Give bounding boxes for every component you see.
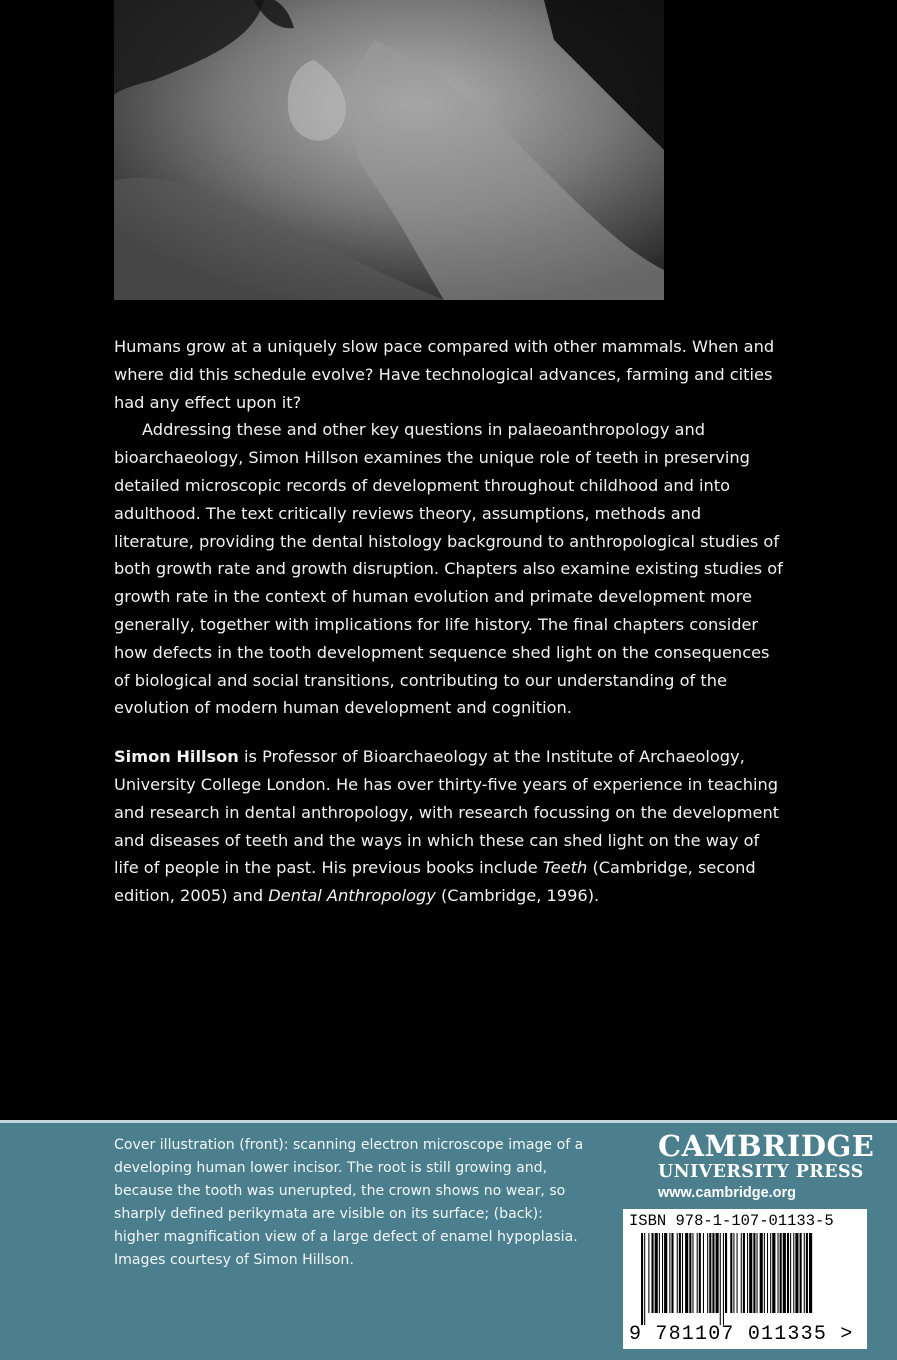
barcode-bar <box>737 1233 738 1313</box>
publisher-name: CAMBRIDGE <box>658 1129 875 1163</box>
barcode-bar <box>671 1233 673 1313</box>
barcode-bar <box>725 1233 727 1313</box>
barcode-bar <box>685 1233 688 1313</box>
cover-sem-image <box>114 0 664 300</box>
barcode-bar <box>764 1233 765 1313</box>
publisher-url: www.cambridge.org <box>658 1185 797 1201</box>
barcode-bar <box>800 1233 802 1313</box>
blurb-paragraph-1: Humans grow at a uniquely slow pace compared with other mammals. When and where did this schedule evolve? Have technological advances, farming and cities had any effect upon it? <box>114 337 775 412</box>
barcode-bar <box>692 1233 693 1313</box>
barcode-bar <box>753 1233 755 1313</box>
barcode-bar <box>652 1233 654 1313</box>
barcode-bar <box>809 1233 812 1313</box>
barcode-bar <box>790 1233 791 1313</box>
barcode-bar <box>679 1233 681 1313</box>
sem-texture <box>114 0 664 300</box>
barcode-bar <box>760 1233 763 1313</box>
barcode-bar <box>741 1233 742 1313</box>
barcode-bar <box>707 1233 708 1313</box>
barcode-bar <box>804 1233 805 1313</box>
barcode-bar <box>697 1233 698 1313</box>
barcode-bar <box>749 1233 752 1313</box>
barcode-bar <box>709 1233 711 1313</box>
author-bio <box>114 743 786 910</box>
barcode-bar <box>793 1233 794 1313</box>
barcode-bar <box>644 1233 645 1325</box>
barcode-bar <box>733 1233 734 1313</box>
isbn-barcode <box>623 1209 867 1349</box>
barcode-bar <box>780 1233 782 1313</box>
barcode-bar <box>747 1233 748 1313</box>
barcode-bar <box>783 1233 786 1313</box>
barcode-bar <box>689 1233 691 1313</box>
barcode-bar <box>787 1233 789 1313</box>
barcode-bar <box>641 1233 643 1325</box>
author-bio-text-2: (Cambridge, second edition, 2005) and <box>114 858 756 906</box>
barcode-bar <box>682 1233 683 1313</box>
barcode-bar <box>716 1233 719 1313</box>
barcode-bar <box>712 1233 714 1313</box>
barcode-bars <box>629 1233 861 1325</box>
book-title-dental-anthropology: Dental Anthropology <box>268 886 436 906</box>
barcode-bar <box>659 1233 660 1313</box>
publisher-logo <box>658 1129 875 1202</box>
publisher-subtitle: UNIVERSITY PRESS <box>658 1162 864 1182</box>
author-name: Simon Hillson <box>114 747 239 767</box>
barcode-bar <box>720 1233 721 1325</box>
barcode-bar <box>743 1233 745 1313</box>
barcode-bar <box>664 1233 667 1313</box>
barcode-bar <box>757 1233 758 1313</box>
barcode-bar <box>677 1233 678 1313</box>
author-bio-text-3: (Cambridge, 1996). <box>435 886 600 906</box>
bottom-band <box>0 1120 897 1360</box>
barcode-bar <box>730 1233 732 1313</box>
back-cover-blurb <box>114 333 786 910</box>
book-title-teeth: Teeth <box>542 858 588 878</box>
isbn-label: ISBN 978-1-107-01133-5 <box>629 1212 834 1230</box>
barcode-bar <box>795 1233 798 1313</box>
barcode-bar <box>699 1233 701 1313</box>
barcode-bar <box>723 1233 724 1325</box>
blurb-paragraph-2: Addressing these and other key questions in palaeoanthropology and bioarchaeology, Simon Hillson examines the unique role of teeth in preserving detailed microscopic records of development throughout childhood and into adulthood. The text critically reviews theory, assumptions, methods and literature, providing the dental histology background to anthropological studies of both growth rate and growth disruption. Chapters also examine existing studies of growth rate in the context of human evolution and primate development more generally, together with implications for life history. The final chapters consider how defects in the tooth development sequence shed light on the consequences of biological and social transitions, contributing to our understanding of the evolution of modern human development and cognition. <box>114 420 783 718</box>
author-bio-text-1: is Professor of Bioarchaeology at the Institute of Archaeology, University College London. He has over thirty-five years of experience in teaching and research in dental anthropology, with research focussing on the development and diseases of teeth and the ways in which these can shed light on the way of life of people in the past. His previous books include <box>114 747 780 878</box>
barcode-bar <box>662 1233 663 1313</box>
barcode-bar <box>648 1233 649 1313</box>
barcode-bar <box>655 1233 658 1313</box>
barcode-bar <box>703 1233 704 1313</box>
barcode-bar <box>767 1233 768 1313</box>
barcode-bar <box>778 1233 779 1313</box>
cover-illustration-caption: Cover illustration (front): scanning electron microscope image of a developing human lower incisor. The root is still growing and, because the tooth was unerupted, the crown shows no wear, so sharply defined perikymata are visible on its surface; (back): higher magnification view of a large defect of enamel hypoplasia. Images courtesy of Simon Hillson. <box>114 1137 584 1268</box>
barcode-digits: 9 781107 011335 > <box>629 1323 854 1346</box>
barcode-bar <box>669 1233 670 1313</box>
barcode-bar <box>806 1233 808 1313</box>
barcode-bar <box>772 1233 775 1313</box>
barcode-bar <box>770 1233 771 1313</box>
